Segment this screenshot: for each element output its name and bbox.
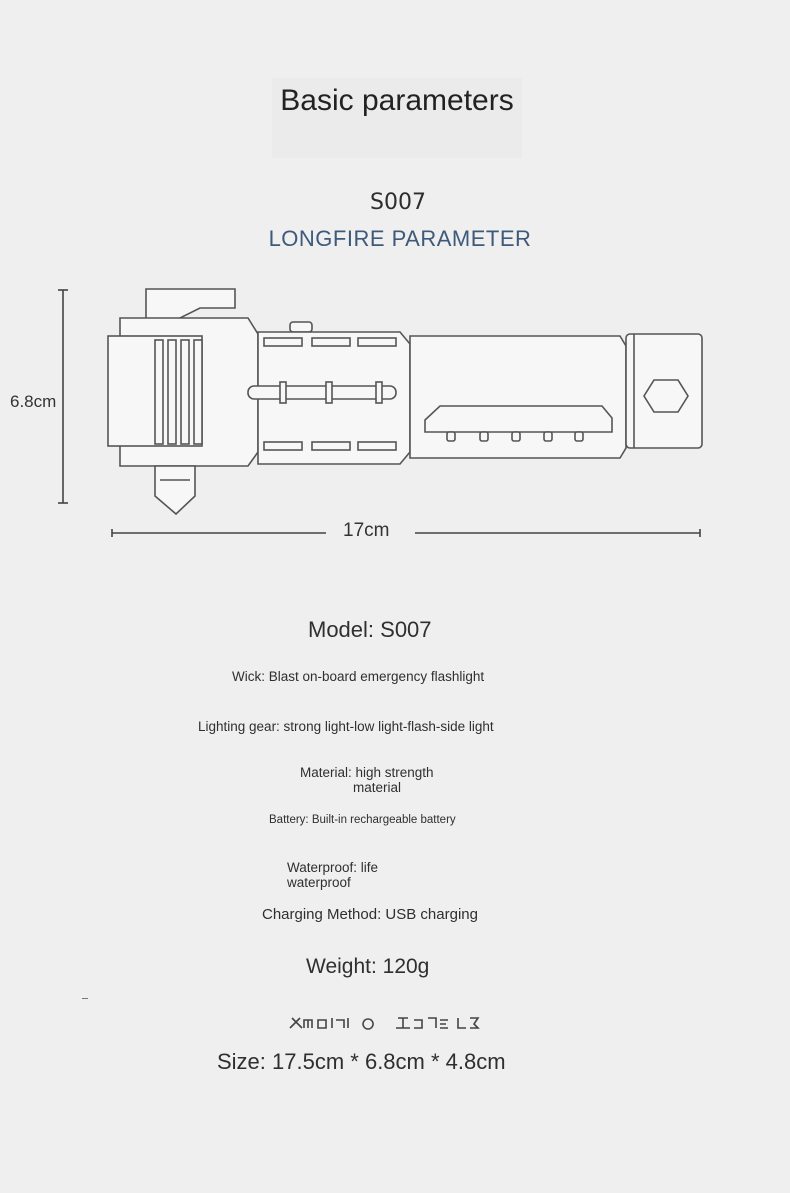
height-dimension-label: 6.8cm [10,392,57,411]
spec-material [300,765,480,795]
length-dimension-label: 17cm [343,520,390,541]
stray-mark [82,998,88,999]
spec-charging: Charging Method: USB charging [262,906,478,923]
brand-parameter-heading: LONGFIRE PARAMETER [268,226,532,251]
spec-size: Size: 17.5cm * 6.8cm * 4.8cm [217,1049,506,1074]
flashlight-hammer-illustration [0,0,790,560]
model-code: S007 [370,190,426,215]
spec-wick: Wick: Blast on-board emergency flashlight [232,669,485,684]
spec-material-line2: material [353,780,402,795]
spec-lighting-gear: Lighting gear: strong light-low light-flash-side light [198,719,494,734]
spec-battery: Battery: Built-in rechargeable battery [269,814,456,826]
spec-weight: Weight: 120g [306,955,430,978]
spec-model: Model: S007 [308,617,432,642]
page-title: Basic parameters [280,84,514,117]
garbled-text-image [288,1014,508,1034]
spec-waterproof: Waterproof: life waterproof [287,860,379,890]
spec-material-line1: Material: high strength [300,765,434,780]
